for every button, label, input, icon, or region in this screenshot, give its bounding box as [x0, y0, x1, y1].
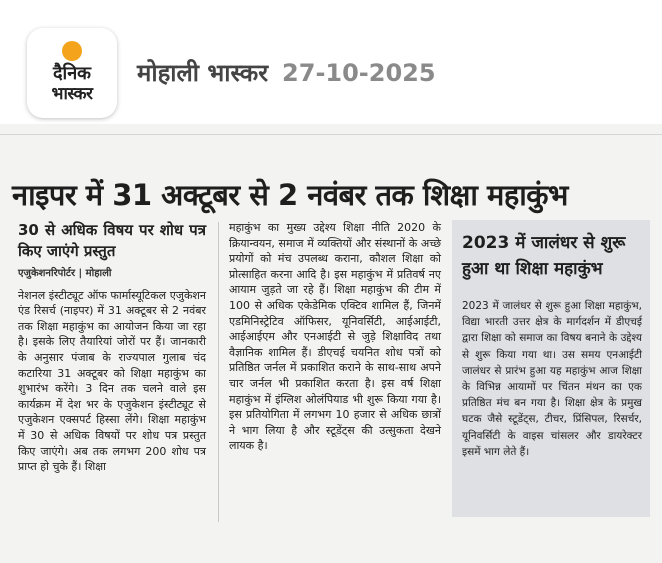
- edition-title: [137, 56, 436, 89]
- article-subhead: 30 से अधिक विषय पर शोध पत्र किए जाएंगे प्रस्तुत: [18, 221, 206, 260]
- edition-date: 27-10-2025: [282, 59, 436, 87]
- logo-line1: दैनिक: [52, 63, 92, 84]
- publication-name: मोहाली भास्कर: [137, 59, 269, 87]
- logo-line2: भास्कर: [51, 84, 93, 104]
- newspaper-clipping: [0, 124, 662, 563]
- article-column-1: [18, 220, 206, 475]
- sun-icon: [62, 41, 82, 61]
- sidebar-box: [452, 220, 650, 517]
- sidebar-body: 2023 में जालंधर से शुरू हुआ शिक्षा महाकुंभ, विद्या भारती उत्तर क्षेत्र के मार्गदर्शन में डीएचई द्वारा शिक्षा को समाज का विषय बनाने के उद्देश्य से शुरू किया गया था। उस समय एनआईटी जालंधर से प्रारंभ हुआ यह महाकुंभ आज शिक्षा के विभिन्न आयामों पर चिंतन मंथन का एक प्रतिष्ठित मंच बन गया है। शिक्षा क्षेत्र के प्रमुख घटक जैसे स्टूडेंट्स, टीचर, प्रिंसिपल, रिसर्चर, यूनिवर्सिटी के वाइस चांसलर और डायरेक्टर इसमें भाग लेते हैं।: [462, 300, 642, 458]
- article-text-col1: नेशनल इंस्टीट्यूट ऑफ फार्मास्यूटिकल एजुकेशन एंड रिसर्च (नाइपर) में 31 अक्टूबर से 2 नवंबर तक शिक्षा महाकुंभ का आयोजन किया जा रहा है। इसके लिए तैयारियां जोरों पर हैं। जानकारी के अनुसार पंजाब के राज्यपाल गुलाब चंद कटारिया 31 अक्टूबर को शिक्षा महाकुंभ का शुभारंभ करेंगे। 3 दिन तक चलने वाले इस कार्यक्रम में देश भर के एजुकेशन इंस्टीट्यूट से एजुकेशन एक्सपर्ट हिस्सा लेंगे। शिक्षा महाकुंभ में 30 से अधिक विषयों पर शोध पत्र प्रस्तुत किए जाएंगे। अब तक लगभग 200 शोध पत्र प्राप्त हो चुके हैं। शिक्षा: [18, 288, 206, 474]
- app-header: [0, 0, 662, 122]
- article-byline: एजुकेशनरिपोर्टर | मोहाली: [18, 268, 112, 279]
- dainik-bhaskar-logo[interactable]: [27, 28, 117, 118]
- article-text-col2: महाकुंभ का मुख्य उद्देश्य शिक्षा नीति 2020 के क्रियान्वयन, समाज में व्यक्तियों और संस्थानों के अच्छे प्रयोगों को मंच उपलब्ध कराना, कौशल शिक्षा को प्रोत्साहित करना आदि है। इस महाकुंभ में प्रतिवर्ष नए आयाम जुड़ते जा रहे हैं। शिक्षा महाकुंभ की टीम में 100 से अधिक एकेडेमिक एक्टिव शामिल हैं, जिनमें एडमिनिस्ट्रेटिव ऑफिसर, यूनिवर्सिटी, आईआईटी, आईआईएम और एनआईटी से जुड़े शिक्षाविद तथा वैज्ञानिक शामिल हैं। डीएचई चयनित शोध पत्रों को प्रतिष्ठित जर्नल में प्रकाशित कराने के साथ-साथ अपने चार जर्नल भी प्रकाशित करता है। इस वर्ष शिक्षा महाकुंभ में इंग्लिश ओलंपियाड भी शुरू किया गया है। इस प्रतियोगिता में लगभग 10 हजार से अधिक छात्रों ने भाग लिया है और स्टूडेंट्स की उत्सुकता देखने लायक है।: [229, 221, 441, 453]
- article-headline: नाइपर में 31 अक्टूबर से 2 नवंबर तक शिक्षा महाकुंभ: [12, 178, 568, 212]
- cut-text-strip: [0, 124, 662, 135]
- column-divider: [218, 222, 219, 522]
- sidebar-heading: 2023 में जालंधर से शुरू हुआ था शिक्षा महाकुंभ: [462, 233, 626, 279]
- article-column-2: [229, 220, 441, 454]
